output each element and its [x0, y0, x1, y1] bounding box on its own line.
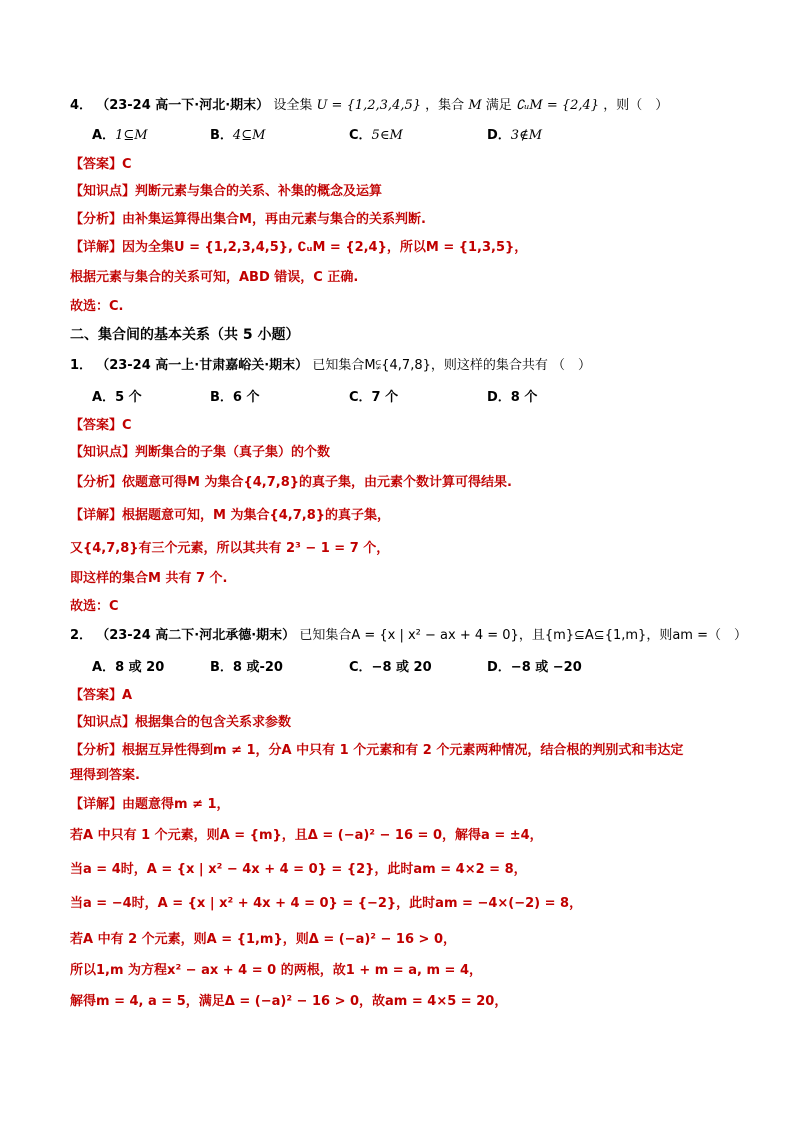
- answer-value: C: [122, 157, 132, 172]
- detail-tag: 【详解】: [70, 797, 123, 812]
- q2-option-b[interactable]: [210, 658, 283, 678]
- q1-final: 故选：C: [70, 599, 119, 614]
- option-text: 5 个: [115, 390, 142, 405]
- option-label: A．: [92, 390, 116, 405]
- section-title: 二、集合间的基本关系（共 5 小题）: [70, 327, 300, 343]
- q2-detail-6: 所以1,m 为方程x² − ax + 4 = 0 的两根，故1 + m = a, m = 4，: [70, 963, 482, 978]
- q4-stem-m: M: [468, 98, 482, 113]
- q2-analysis-1: [70, 741, 683, 761]
- analysis-tag: 【分析】: [70, 212, 123, 227]
- q4-detail-2: 根据元素与集合的关系可知，ABD 错误，C 正确.: [70, 270, 359, 285]
- option-text: 7 个: [371, 390, 399, 405]
- option-label: D．: [487, 128, 511, 143]
- detail-text: 由题意得m ≠ 1，: [122, 797, 230, 812]
- q1-answer: [70, 416, 132, 436]
- option-label: C．: [349, 390, 372, 405]
- q4-stem-d: ，则（ ）: [603, 98, 669, 113]
- option-label: C．: [349, 660, 372, 675]
- option-label: D．: [487, 390, 511, 405]
- q2-detail-7: 解得m = 4, a = 5，满足Δ = (−a)² − 16 > 0，故am = 4×5 = 20，: [70, 994, 508, 1009]
- q4-stem: [70, 96, 668, 116]
- answer-value: C: [122, 418, 132, 433]
- q1-option-b[interactable]: [210, 388, 260, 408]
- q1-option-c[interactable]: [349, 388, 398, 408]
- answer-value: A: [122, 688, 133, 703]
- q4-final: 故选：C.: [70, 299, 124, 314]
- q1-detail-2: 又{4,7,8}有三个元素，所以其共有 2³ − 1 = 7 个，: [70, 541, 390, 556]
- q1-analysis: [70, 473, 512, 493]
- q2-stem-text: 已知集合A = {x | x² − ax + 4 = 0}，且{m}⊆A⊆{1,m}，则am =（ ）: [299, 628, 747, 643]
- option-text: 8 个: [510, 390, 538, 405]
- option-text: 1⊆M: [115, 128, 148, 143]
- analysis-text: 依题意可得M 为集合{4,7,8}的真子集，由元素个数计算可得结果.: [122, 475, 512, 490]
- answer-tag: 【答案】: [70, 157, 123, 172]
- kp-tag: 【知识点】: [70, 184, 136, 199]
- analysis-text: 根据互异性得到m ≠ 1，分A 中只有 1 个元素和有 2 个元素两种情况，结合根的判别式和韦达定: [122, 743, 684, 758]
- option-label: A．: [92, 128, 116, 143]
- q2-options: [92, 658, 692, 678]
- q4-detail-1: [70, 238, 527, 258]
- q2-detail-1: [70, 795, 230, 815]
- q2-option-d[interactable]: [487, 658, 582, 678]
- q2-source: （23-24 高二下·河北承德·期末）: [96, 628, 296, 643]
- q4-option-d[interactable]: [487, 126, 542, 146]
- q4-stem-a: 设全集: [273, 98, 313, 113]
- q2-answer: [70, 686, 132, 706]
- analysis-tag: 【分析】: [70, 743, 123, 758]
- option-text: 3∉M: [510, 128, 543, 143]
- q4-answer: [70, 155, 132, 175]
- kp-text: 根据集合的包含关系求参数: [135, 715, 292, 730]
- detail-tag: 【详解】: [70, 240, 123, 255]
- q1-stem: [70, 356, 591, 376]
- q2-detail-5: 若A 中有 2 个元素，则A = {1,m}，则Δ = (−a)² − 16 > 0，: [70, 932, 457, 947]
- q4-source: （23-24 高一下·河北·期末）: [96, 98, 270, 113]
- q4-option-a[interactable]: [92, 126, 148, 146]
- q1-number: 1．: [70, 358, 93, 373]
- kp-tag: 【知识点】: [70, 445, 136, 460]
- q1-stem-text: 已知集合M⫋{4,7,8}，则这样的集合共有 （ ）: [312, 358, 592, 373]
- q4-stem-b: ，集合: [425, 98, 465, 113]
- q4-number: 4．: [70, 98, 93, 113]
- option-label: A．: [92, 660, 116, 675]
- q4-knowledge-point: [70, 182, 382, 202]
- option-text: −8 或 −20: [510, 660, 582, 675]
- q2-knowledge-point: [70, 713, 291, 733]
- q2-option-c[interactable]: [349, 658, 432, 678]
- option-text: 6 个: [232, 390, 260, 405]
- kp-text: 判断元素与集合的关系、补集的概念及运算: [135, 184, 383, 199]
- kp-text: 判断集合的子集（真子集）的个数: [135, 445, 331, 460]
- q2-option-a[interactable]: [92, 658, 164, 678]
- q4-stem-cm: ∁ᵤM = {2,4}: [515, 98, 600, 113]
- q4-stem-u: U = {1,2,3,4,5}: [316, 98, 422, 113]
- detail-tag: 【详解】: [70, 508, 123, 523]
- option-label: B．: [210, 128, 233, 143]
- q2-detail-2: 若A 中只有 1 个元素，则A = {m}，且Δ = (−a)² − 16 = 0，解得a = ±4，: [70, 828, 543, 843]
- kp-tag: 【知识点】: [70, 715, 136, 730]
- q4-stem-c: 满足: [485, 98, 512, 113]
- q4-analysis: [70, 210, 426, 230]
- detail-text: 因为全集U = {1,2,3,4,5}, ∁ᵤM = {2,4}，所以M = {1,3,5}，: [122, 240, 528, 255]
- answer-tag: 【答案】: [70, 418, 123, 433]
- q2-detail-3: 当a = 4时，A = {x | x² − 4x + 4 = 0} = {2}，此时am = 4×2 = 8，: [70, 862, 527, 877]
- q1-knowledge-point: [70, 443, 330, 463]
- option-text: 5∈M: [371, 128, 403, 143]
- option-text: 4⊆M: [232, 128, 266, 143]
- option-text: −8 或 20: [371, 660, 432, 675]
- option-label: C．: [349, 128, 372, 143]
- option-label: B．: [210, 660, 233, 675]
- q4-options: [92, 126, 692, 146]
- q1-option-a[interactable]: [92, 388, 142, 408]
- answer-tag: 【答案】: [70, 688, 123, 703]
- q2-detail-4: 当a = −4时，A = {x | x² + 4x + 4 = 0} = {−2}，此时am = −4×(−2) = 8，: [70, 896, 583, 911]
- q2-number: 2．: [70, 628, 93, 643]
- analysis-tag: 【分析】: [70, 475, 123, 490]
- analysis-text: 由补集运算得出集合M，再由元素与集合的关系判断.: [122, 212, 426, 227]
- option-label: D．: [487, 660, 511, 675]
- q4-option-b[interactable]: [210, 126, 265, 146]
- q1-detail-3: 即这样的集合M 共有 7 个.: [70, 571, 228, 586]
- q1-source: （23-24 高一上·甘肃嘉峪关·期末）: [96, 358, 309, 373]
- option-label: B．: [210, 390, 233, 405]
- option-text: 8 或-20: [232, 660, 283, 675]
- option-text: 8 或 20: [115, 660, 165, 675]
- q1-detail-1: [70, 506, 390, 526]
- q1-option-d[interactable]: [487, 388, 537, 408]
- q2-analysis-2: 理得到答案.: [70, 768, 140, 783]
- q1-options: [92, 388, 692, 408]
- q2-stem: [70, 626, 747, 646]
- q4-option-c[interactable]: [349, 126, 403, 146]
- detail-text: 根据题意可知，M 为集合{4,7,8}的真子集，: [122, 508, 391, 523]
